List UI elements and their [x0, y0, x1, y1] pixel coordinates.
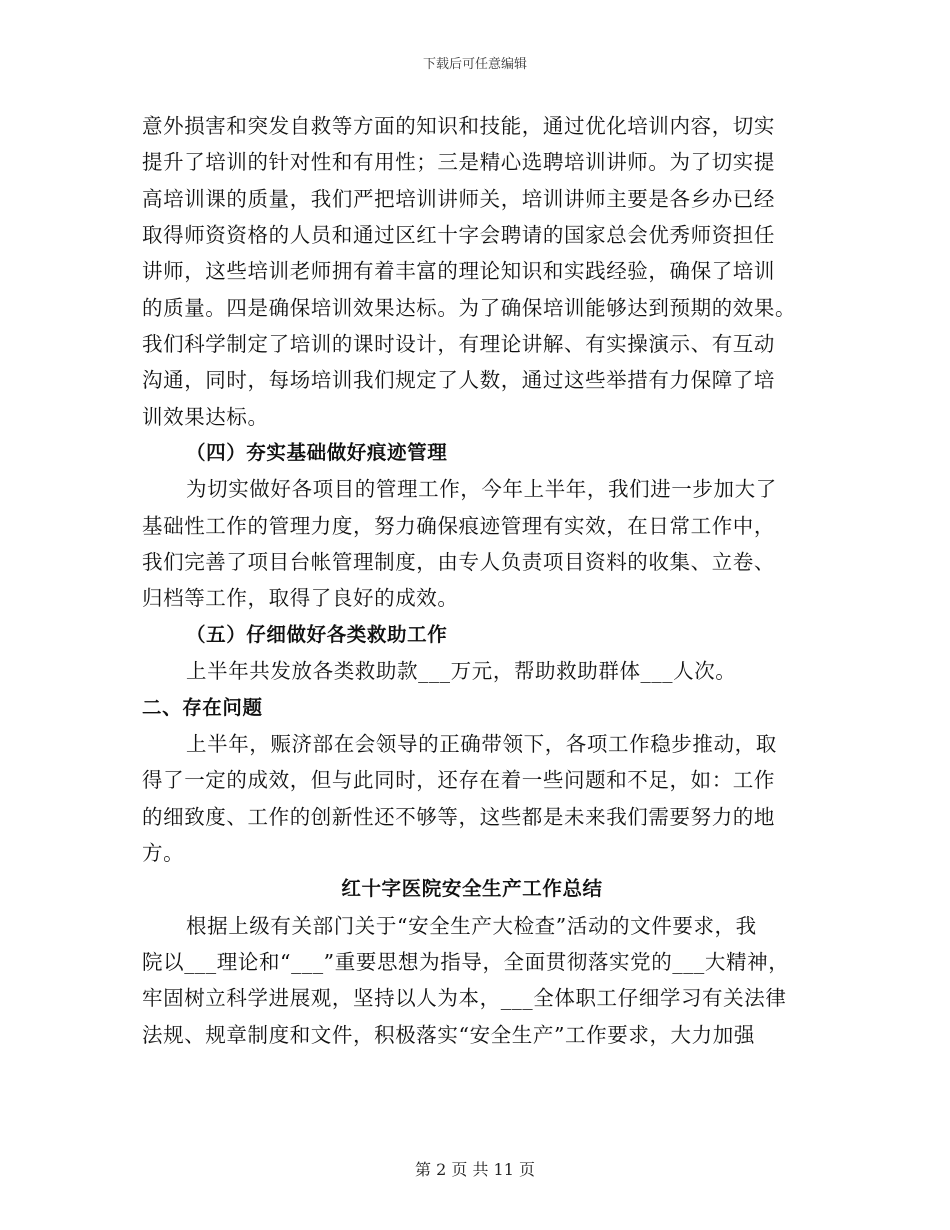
- section-heading-five: （五）仔细做好各类救助工作: [186, 622, 448, 646]
- paragraph-line: 训效果达标。: [142, 404, 269, 429]
- paragraph-line: 意外损害和突发自救等方面的知识和技能，通过优化培训内容，切实: [142, 114, 775, 138]
- paragraph-line: 讲师，这些培训老师拥有着丰富的理论知识和实践经验，确保了培训: [142, 259, 775, 284]
- paragraph-line: 提升了培训的针对性和有用性；三是精心选聘培训讲师。为了切实提: [142, 150, 775, 175]
- paragraph-line: 基础性工作的管理力度，努力确保痕迹管理有实效，在日常工作中，: [142, 513, 775, 538]
- paragraph-line: 得了一定的成效，但与此同时，还存在着一些问题和不足，如：工作: [142, 768, 775, 793]
- paragraph-line: 牢固树立科学进展观，坚持以人为本，___全体职工仔细学习有关法律: [142, 986, 787, 1011]
- paragraph-line: 上半年，赈济部在会领导的正确带领下，各项工作稳步推动，取: [186, 731, 777, 756]
- paragraph-line: 的质量。四是确保培训效果达标。为了确保培训能够达到预期的效果。: [142, 295, 797, 320]
- paragraph-line: 方。: [142, 840, 185, 865]
- paragraph-line: 为切实做好各项目的管理工作，今年上半年，我们进一步加大了: [186, 477, 777, 502]
- section-heading-problems: 二、存在问题: [142, 695, 263, 719]
- page-footer: 第 2 页 共 11 页: [415, 1160, 535, 1179]
- paragraph-line: 的细致度、工作的创新性还不够等，这些都是未来我们需要努力的地: [142, 804, 775, 829]
- page-header: 下载后可任意编辑: [422, 57, 527, 72]
- paragraph-line: 根据上级有关部门关于“安全生产大检查”活动的文件要求，我: [186, 913, 757, 938]
- paragraph-line: 归档等工作，取得了良好的成效。: [142, 586, 459, 611]
- paragraph-line: 上半年共发放各类救助款___万元，帮助救助群体___人次。: [186, 659, 737, 684]
- document-title: 红十字医院安全生产工作总结: [341, 877, 603, 901]
- paragraph-line: 高培训课的质量，我们严把培训讲师关，培训讲师主要是各乡办已经: [142, 186, 775, 211]
- paragraph-line: 法规、规章制度和文件，积极落实“安全生产”工作要求，大力加强: [142, 1022, 755, 1047]
- paragraph-line: 院以___理论和“___”重要思想为指导，全面贯彻落实党的___大精神，: [142, 949, 790, 974]
- paragraph-line: 取得师资资格的人员和通过区红十字会聘请的国家总会优秀师资担任: [142, 223, 775, 248]
- paragraph-line: 我们科学制定了培训的课时设计，有理论讲解、有实操演示、有互动: [142, 332, 775, 357]
- section-heading-four: （四）夯实基础做好痕迹管理: [186, 441, 448, 465]
- paragraph-line: 沟通，同时，每场培训我们规定了人数，通过这些举措有力保障了培: [142, 368, 775, 393]
- paragraph-line: 我们完善了项目台帐管理制度，由专人负责项目资料的收集、立卷、: [142, 550, 775, 575]
- document-body: [142, 108, 802, 1053]
